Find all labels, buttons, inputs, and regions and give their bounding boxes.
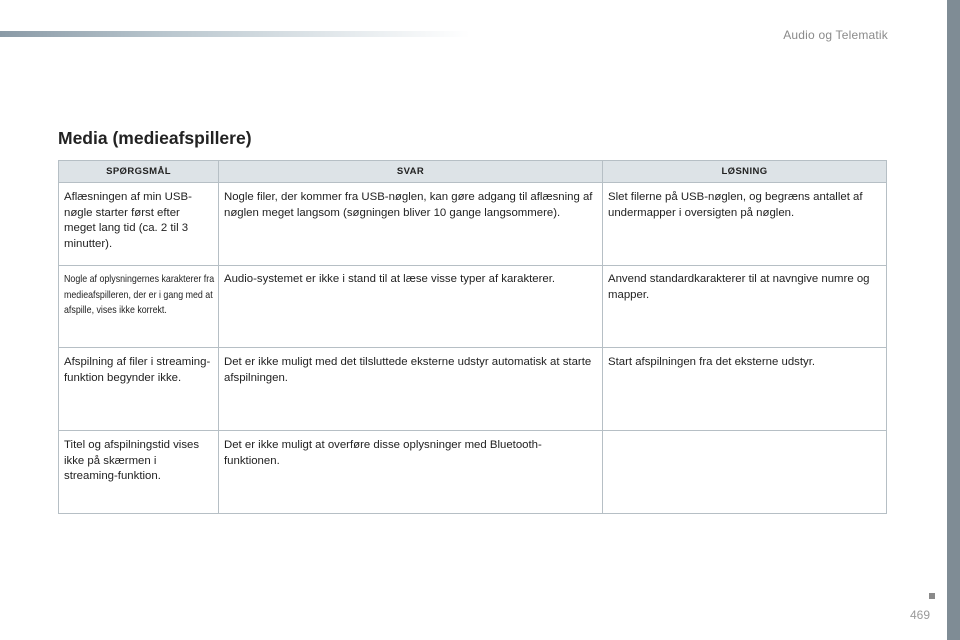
answer-cell: Nogle filer, der kommer fra USB-nøglen, kan gøre adgang til aflæsning af nøglen meget langsom (søgningen bliver 10 gange langsommere). [219, 183, 603, 266]
section-header: Audio og Telematik [783, 28, 888, 42]
question-cell: Aflæsningen af min USB-nøgle starter først efter meget lang tid (ca. 2 til 3 minutter). [59, 183, 219, 266]
question-text: Nogle af oplysningernes karakterer fra medieafspilleren, der er i gang med at afspille, vises ikke korrekt. [64, 274, 215, 316]
answer-cell: Audio-systemet er ikke i stand til at læse visse typer af karakterer. [219, 266, 603, 348]
page-number: 469 [910, 608, 931, 622]
solution-cell: Anvend standardkarakterer til at navngive numre og mapper. [603, 266, 887, 348]
solution-cell: Start afspilningen fra det eksterne udstyr. [603, 348, 887, 431]
question-cell [59, 266, 219, 348]
table-header-row [59, 161, 887, 183]
page-number-marker [929, 593, 935, 599]
table-row [59, 431, 887, 514]
solution-cell [603, 431, 887, 514]
question-cell: Afspilning af filer i streaming-funktion begynder ikke. [59, 348, 219, 431]
page-edge-bar [947, 0, 960, 640]
answer-cell: Det er ikke muligt med det tilsluttede eksterne udstyr automatisk at starte afspilningen. [219, 348, 603, 431]
column-header-answer: SVAR [219, 161, 603, 183]
answer-cell: Det er ikke muligt at overføre disse oplysninger med Bluetooth-funktionen. [219, 431, 603, 514]
table-row [59, 348, 887, 431]
table-row [59, 266, 887, 348]
column-header-question: SPØRGSMÅL [59, 161, 219, 183]
header-decorative-band [0, 31, 470, 37]
solution-cell: Slet filerne på USB-nøglen, og begræns antallet af undermapper i oversigten på nøglen. [603, 183, 887, 266]
column-header-solution: LØSNING [603, 161, 887, 183]
faq-table [58, 160, 887, 514]
table-row [59, 183, 887, 266]
question-cell: Titel og afspilningstid vises ikke på skærmen i streaming-funktion. [59, 431, 219, 514]
page-title: Media (medieafspillere) [58, 128, 252, 148]
